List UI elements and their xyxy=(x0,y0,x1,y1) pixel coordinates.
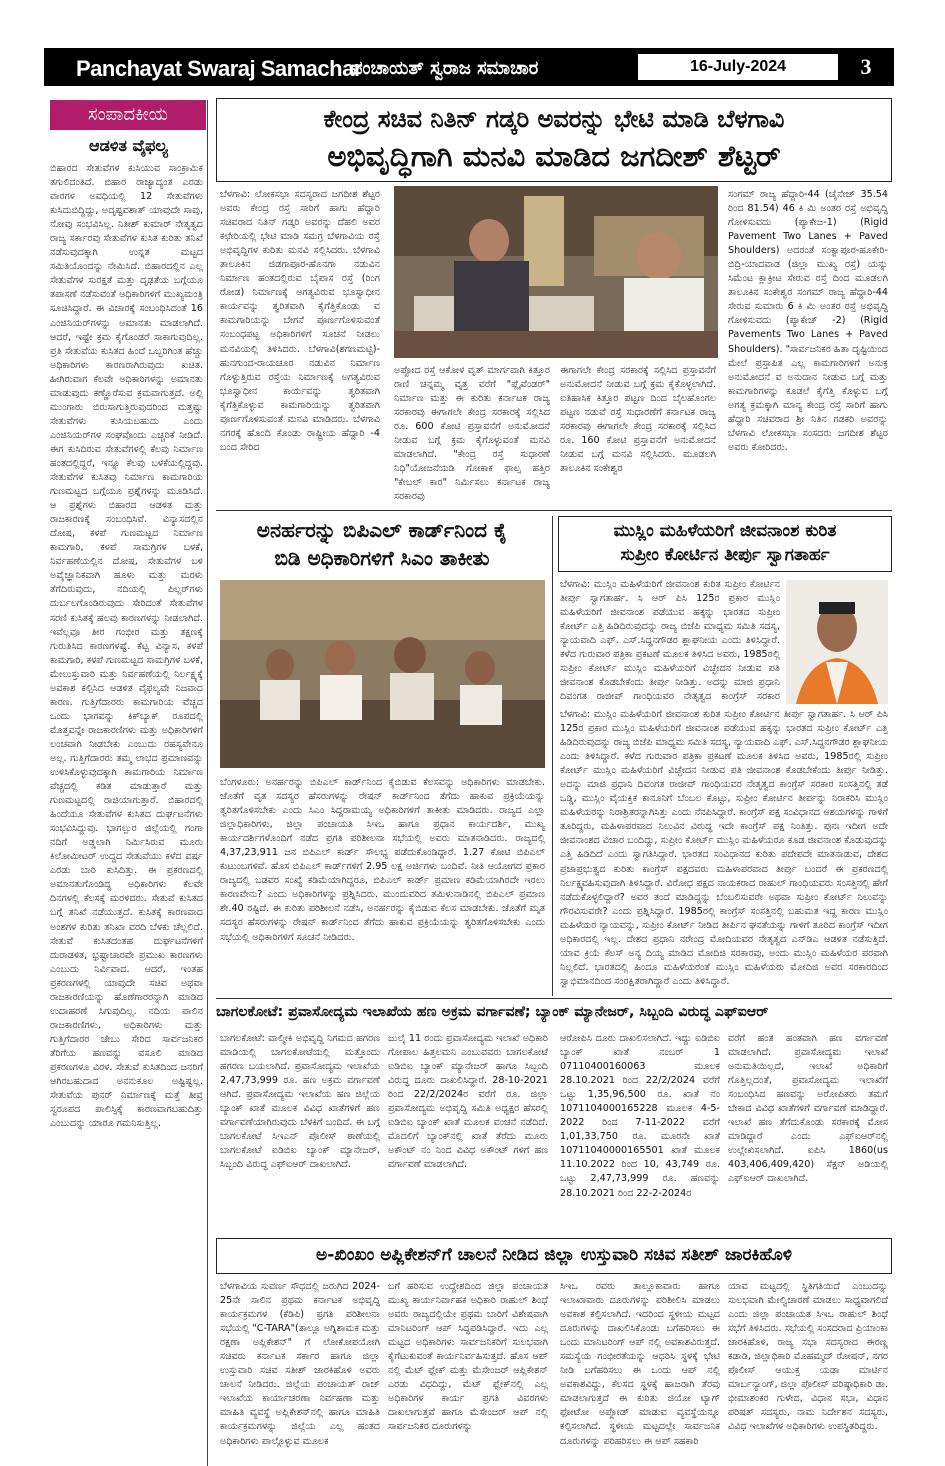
cbm-headline: ಅ-ಖಿಂಖಂ ಅಪ್ಲಿಕೇಶನ್‌ಗೆ ಚಾಲನೆ ನೀಡಿದ ಜಿಲ್ಲಾ ಉಸ್ತುವಾರಿ ಸಚಿವ ಸತೀಶ್ ಜಾರಕಿಹೊಳಿ xyxy=(316,1245,792,1265)
masthead xyxy=(44,48,894,86)
editorial-section-tag: ಸಂಪಾದಕೀಯ xyxy=(50,100,206,130)
editorial-title: ಆಡಳಿತ ವೈಫಲ್ಯ xyxy=(89,136,168,155)
issue-date: 16-July-2024 xyxy=(638,54,838,80)
cbm-headline-box xyxy=(216,1238,892,1274)
cbm-col4: ಯಾವ ಮಟ್ಟದಲ್ಲಿ ಸ್ಥಿತಿಗತಿಯಿದೆ ಎಂಬುದನ್ನು ಸುಲಭವಾಗಿ ಮೇಲ್ವಿಚಾರಣೆ ಮಾಡಲು ಸಾಧ್ಯವಾಗಲಿದೆ ಎಂದು ಜಿಲ್ಲಾ ಪಂಚಾಯತ ಸಿಇಒ ರಾಹುಲ್ ಶಿಂಧೆ ಸಭೆಗೆ ತಿಳಿಸಿದರು. ಸಭೆಯಲ್ಲಿ ಸಂಸದರಾದ ಪ್ರಿಯಾಂಕಾ ಜಾರಕಿಹೊಳಿ, ರಾಜ್ಯ ಸಭಾ ಸದಸ್ಯರಾದ ಈರಣ್ಣ ಕಡಾಡಿ, ಜಿಲ್ಲಾಧಿಕಾರಿ ಮೊಹಮ್ಮದ್ ರೋಷನ್, ನಗರ ಪೊಲೀಸ್ ಆಯುಕ್ತ ಯಡಾ ಮಾರ್ಟಿನ ಮಾರ್ಬನ್ಯಾಂಗ್, ಜಿಲ್ಲಾ ಪೊಲೀಸ್ ವರಿಷ್ಠಾಧಿಕಾರಿ ಡಾ. ಭೀಮಾಶಂಕರ ಗುಳೇದ, ವಿಧಾನ ಸಭಾ, ವಿಧಾನ ಪರಿಷತ್ ಸದಸ್ಯರು, ನಾಮ ನಿರ್ದೇಶನ ಸದಸ್ಯರು, ವಿವಿಧ ಇಲಾಖೆಗಳ ಅಧಿಕಾರಿಗಳು ಉಪಸ್ಥಿತರಿದ್ದರು. xyxy=(728,1281,888,1433)
lead-story-col1: ಬೆಳಗಾವಿ: ಲೋಕಸಭಾ ಸದಸ್ಯರಾದ ಜಗದೀಶ ಶೆಟ್ಟರ ಅವರು ಕೇಂದ್ರ ರಸ್ತೆ ಸಾರಿಗೆ ಹಾಗು ಹೆದ್ದಾರಿ ಸಚಿವರಾದ ನಿತಿನ್ ಗಡ್ಕರಿ ಅವರನ್ನು ದೆಹಲಿ ಅವರ ಕಛೇರಿಯಲ್ಲಿ ಭೇಟಿ ಮಾಡಿ ಸಮಗ್ರ ಬೆಳಗಾವಿಯ ರಸ್ತೆ ಅಭಿವೃದ್ಧಿಗಳ ಕುರಿತು ಮನವಿ ಸಲ್ಲಿಸಿದರು. ಬೆಳಗಾವಿ ತಾಲೂಕಿನ ಜಿಡಗಾಪೂರ-ಹೊನಗಾ ನಡುವಿನ ನಿರ್ಮಾಣ ಹಂತದಲ್ಲಿರುವ ಬೈಪಾಸ ರಸ್ತೆ (ರಿಂಗ ರೋಡ) ನಿರ್ಮಾಣಕ್ಕೆ ಅಗತ್ಯವಿರುವ ಭೂಸ್ವಾಧೀನ ಕಾರ್ಯವನ್ನು ತ್ವರಿತವಾಗಿ ಕೈಗೆತ್ತಿಕೊಂಡು ವ ಕಾಮಗಾರಿಯನ್ನು ಬೇಗನೆ ಪೂರ್ಣಗೊಳಿಸುವಂತೆ ಸಂಬಂಧಪಟ್ಟ ಅಧಿಕಾರಿಗಳಿಗೆ ಸೂಚನೆ ನೀಡಲು ಮನವಿಯಲ್ಲಿ ತಿಳಿಸಿದರು. ಬೆಳಗಾವಿ(ಶಗಣಮಟ್ಟಿ)-ಹುನಗುಂದ-ರಾಯಚೂರ ನಡುವಿನ ನಿರ್ಮಾಣ ಗೊಳ್ಳುತ್ತಿರುವ ರಸ್ತೆಯ ನಿರ್ಮಾಣಕ್ಕೆ ಅಗತ್ಯವಿರುವ ಭೂಸ್ವಾಧೀನ ಕಾರ್ಯವನ್ನು ತ್ವರಿತವಾಗಿ ಕೈಗೆತ್ತಿಕೊಳ್ಳುವ ಕಾಮಗಾರಿಯನ್ನು ತ್ವರಿತವಾಗಿ ಪೂರ್ಣಗೊಳಿಸುವಂತೆ ಮನವಿ ಮಾಡಿದರು. ಬೆಳಗಾವಿ ನಗರಕ್ಕೆ ಹೊಂದಿ ಕೊಂಡು ರಾಷ್ಟ್ರೀಯ ಹೆದ್ದಾರಿ -4 ಬಂದ ಸೇರಿದ xyxy=(220,189,380,453)
bpl-headline-line2: ಬಿಡಿ ಅಧಿಕಾರಿಗಳಿಗೆ ಸಿಎಂ ತಾಕೀತು xyxy=(274,546,490,570)
cm-meeting-photo xyxy=(220,580,545,768)
muslim-story-lead: ಬೆಳಗಾವಿ: ಮುಸ್ಲಿಂ ಮಹಿಳೆಯರಿಗೆ ಜೀವನಾಂಶ ಕುರಿತ ಸುಪ್ರೀಂ ಕೋರ್ಟಿನ ತೀರ್ಪು ಸ್ವಾಗತಾರ್ಹ. ಸಿ ಆರ್ ಪಿಸಿ 125ರ ಪ್ರಕಾರ ಮುಸ್ಲಿಂ ಮಹಿಳೆಯರಿಗೆ ಜೀವನಾಂಶ ಪಡೆಯುವ ಹಕ್ಕನ್ನು ಭಾರತದ ಸುಪ್ರೀಂ ಕೋರ್ಟ್ ಎತ್ತಿ ಹಿಡಿದಿರುವುದನ್ನು ರಾಜ್ಯ ಬಿಜೆಪಿ ಮಾಧ್ಯಮ ಸಮಿತಿ ಸದಸ್ಯ, ನ್ಯಾಯವಾದಿ ಎಫ್. ಎಸ್.ಸಿದ್ದನಗೌಡರ ಶ್ಲಾಘನೀಯ ಎಂದು ತಿಳಿಸಿದ್ದಾರೆ. ಕಳೆದ ಗುರುವಾರ ಪತ್ರಿಕಾ ಪ್ರಕಟಣೆ ಮೂಲಕ ತಿಳಿಸಿದ ಅವರು, 1985ರಲ್ಲಿ ಸುಪ್ರೀಂ ಕೋರ್ಟ್ ಮುಸ್ಲಿಂ ಮಹಿಳೆಯರಿಗೆ ವಿಚ್ಛೇದನ ನೀಡುವ ಪತಿ ಜೀವನಾಂಶ ಕೊಡಬೇಕೆಂದು ತೀರ್ಪು ನೀಡಿತ್ತು. ಅದನ್ನು ಮಾಜಿ ಪ್ರಧಾನಿ ದಿವಂಗತ ರಾಜೀವ್ ಗಾಂಧಿಯವರ ನೇತೃತ್ವದ ಕಾಂಗ್ರೆಸ್ ಸರಕಾರ xyxy=(560,579,780,703)
editorial-column xyxy=(50,100,208,1466)
divider-rule xyxy=(216,998,892,999)
divider-rule xyxy=(216,510,892,511)
lead-headline-line1: ಕೇಂದ್ರ ಸಚಿವ ನಿತಿನ್ ಗಡ್ಕರಿ ಅವರನ್ನು ಭೇಟಿ ಮಾಡಿ ಬೆಳಗಾವಿ xyxy=(323,105,785,133)
lead-story-col2: ಅಪ್ಪೋದ ರಸ್ತೆ ಆಕೋಳ ವೃತ್ ಮಾರ್ಗವಾಗಿ ಕಿತ್ತೂರ ರಾಣಿ ಚನ್ನಮ್ಮ ವೃತ್ತ ವರೆಗೆ "ಪ್ಲೈವೆಂಡರ್" ನಿರ್ಮಾಣ ಮತ್ತು ಈ ಕುರಿತು ಕರ್ನಾಟಕ ರಾಜ್ಯ ಸರಕಾರವು ಈಗಾಗಲೇ ಕೇಂದ್ರ ಸರಕಾರಕ್ಕೆ ಸಲ್ಲಿಸಿದ ರೂ. 600 ಕೋಟಿ ಪ್ರಸ್ತಾವನೆಗೆ ಅನುಮೋದನೆ ನೀಡುವ ಬಗ್ಗೆ ಕ್ರಮ ಕೈಗೊಳ್ಳುವಂತೆ ಮನವಿ ಮಾಡಲಾಗಿದೆ. "ಕೇಂದ್ರ ರಸ್ತೆ ಸುಧಾರಣೆ ನಿಧಿ"ಯೋಜನೆಯಡಿ ಗೋಕಾಕ ಫಾಲ್ಸ ಹತ್ತಿರ "ಕೇಬಲ್ ಕಾರ" ನಿರ್ಮಿಸಲು ಕರ್ನಾಟಕ ರಾಜ್ಯ ಸರಕಾರವು xyxy=(394,365,550,503)
advocate-portrait xyxy=(786,580,888,704)
bpl-headline-line1: ಅನರ್ಹರನ್ನು ಬಿಪಿಎಲ್ ಕಾರ್ಡ್‌ನಿಂದ ಕೈ xyxy=(256,518,508,542)
column-divider xyxy=(552,516,553,996)
cbm-col1: ಬೆಳಗಾವಿಯ ಸುವರ್ಣ ಸೌಧದಲ್ಲಿ ಜರುಗಿದ 2024-25ನೇ ಸಾಲಿನ ಪ್ರಥಮ ಕರ್ನಾಟಕ ಅಭಿವೃದ್ಧಿ ಕಾರ್ಯಕ್ರಮಗಳ (ಕೆಡಿಪಿ) ಪ್ರಗತಿ ಪರಿಶೀಲನಾ ಸಭೆಯಲ್ಲಿ "C-TARA"(ತಾಲ್ಲೂ ಅಗ್ನಿಶಾಮಕ ಮತ್ತು ರಕ್ಷಣಾ ಅಪ್ಲಿಕೇಶನ್" ಗೆ ಲೋಕೋಪಯೋಗಿ ಸಚಿವರು ಕರ್ನಾಟಕ ಸರ್ಕಾರ ಹಾಗೂ ಜಿಲ್ಲಾ ಉಸ್ತುವಾರಿ ಸಚಿವ ಸತೀಶ್ ಜಾರಕಿಹೊಳಿ ಅವರು ಚಾಲನೆ ನೀಡಿದರು. ಜಿಲ್ಲೆಯ ಪಂಚಾಯತ್ ರಾಜ್ ಇಲಾಖೆಯ ಕಾರ್ಯಾಚರಣಾ ನಿರ್ವಹಣಾ ಮತ್ತು ಮಾಹಿತಿ ವ್ಯವಸ್ಥೆ ಅಪ್ಲಿಕೇಶನ್‌ನಲ್ಲಿ ಹಾಗೂ ಮಾಹಿತಿ ಕಾರ್ಯಕ್ರಮಗಳನ್ನು ಜಿಲ್ಲೆಯ ಎಲ್ಲ ಹಂತದ ಅಧಿಕಾರಿಗಳು ಪಾಲ್ಗೊಳ್ಳುವ ಮೂಲಕ xyxy=(220,1281,380,1447)
portrait-photo xyxy=(786,580,888,704)
lead-story-photo xyxy=(394,186,718,358)
muslim-story-body: ಬೆಳಗಾವಿ: ಮುಸ್ಲಿಂ ಮಹಿಳೆಯರಿಗೆ ಜೀವನಾಂಶ ಕುರಿತ ಸುಪ್ರೀಂ ಕೋರ್ಟಿನ ತೀರ್ಪು ಸ್ವಾಗತಾರ್ಹ. ಸಿ ಆರ್ ಪಿಸಿ 125ರ ಪ್ರಕಾರ ಮುಸ್ಲಿಂ ಮಹಿಳೆಯರಿಗೆ ಜೀವನಾಂಶ ಪಡೆಯುವ ಹಕ್ಕನ್ನು ಭಾರತದ ಸುಪ್ರೀಂ ಕೋರ್ಟ್ ಎತ್ತಿ ಹಿಡಿದಿರುವುದನ್ನು ರಾಜ್ಯ ಬಿಜೆಪಿ ಮಾಧ್ಯಮ ಸಮಿತಿ ಸದಸ್ಯ, ನ್ಯಾಯವಾದಿ ಎಫ್. ಎಸ್.ಸಿದ್ದನಗೌಡರ ಶ್ಲಾಘನೀಯ ಎಂದು ತಿಳಿಸಿದ್ದಾರೆ. ಕಳೆದ ಗುರುವಾರ ಪತ್ರಿಕಾ ಪ್ರಕಟಣೆ ಮೂಲಕ ತಿಳಿಸಿದ ಅವರು, 1985ರಲ್ಲಿ ಸುಪ್ರೀಂ ಕೋರ್ಟ್ ಮುಸ್ಲಿಂ ಮಹಿಳೆಯರಿಗೆ ವಿಚ್ಛೇದನ ನೀಡುವ ಪತಿ ಜೀವನಾಂಶ ಕೊಡಬೇಕೆಂದು ತೀರ್ಪು ನೀಡಿತ್ತು. ಅದನ್ನು ಮಾಜಿ ಪ್ರಧಾನಿ ದಿವಂಗತ ರಾಜೀವ್ ಗಾಂಧಿಯವರ ನೇತೃತ್ವದ ಕಾಂಗ್ರೆಸ್ ಸರಕಾರ ಸಂಸತ್ತಿನಲ್ಲಿ ತಡೆ ಒಡ್ಡಿ, ಮುಸ್ಲಿಂ ವೈಯಕ್ತಿಕ ಕಾನೂನಿಗೆ ಬೆಂಬಲ ಕೊಟ್ಟು, ಸುಪ್ರೀಂ ಕೋರ್ಟಿನ ತೀರ್ಪನ್ನು ನಿರಾಕರಿಸಿ ಮುಸ್ಲಿಂ ಮಹಿಳೆಯರನ್ನು ನಿರಾಶ್ರಿತರನ್ನಾಗಿಸಿತ್ತು ಎಂದು ನೆನಪಿಸಿದ್ದಾರೆ. ಕಾಂಗ್ರೆಸ್ ಪಕ್ಷ ಸಂವಿಧಾನದ ಆಶಯಗಳನ್ನು ಗಾಳಿಗೆ ತೂರಿದ್ದರು, ಮಹಿಳಾಪರವಾದ ನಿಲುವಿನ ವಿರುದ್ಧ ಇದೇ ಕಾಂಗ್ರೆಸ್ ಪಕ್ಷ ನಿಂತಿತ್ತು. ಪುನಃ ಇದೀಗ ಅದೇ ಜೀವನಾಂಶದ ವಿಚಾರ ಬಂದಿದ್ದು, ಸುಪ್ರೀಂ ಕೋರ್ಟ್ ಮುಸ್ಲಿಂ ಮಹಿಳೆಯರೂ ಕೂಡ ಜೀವನಾಂಶ ಕೊಡುವುದನ್ನು ಎತ್ತಿ ಹಿಡಿದಿದೆ ಎಂದು ಸ್ವಾಗತಿಸಿದ್ದಾರೆ. ಭಾರತದ ಸಂವಿಧಾನದ ಕುರಿತು ಪದೇಪದೇ ಮಾತನಾಡುವ, ದೇಶದ ಪ್ರಜಾಪ್ರಭುತ್ವದ ಕುರಿತು ಕಾಂಗ್ರೆಸ್ ಪಕ್ಷದವರು ಮಹಿಳಾಪರವಾದ ತೀರ್ಪು ಬಂದರೆ ಈ ಪ್ರಕರಣದಲ್ಲಿ ನಿರ್ಲಕ್ಷ್ಯವಹಿಸುವುದಾಗಿ ತಿಳಿಸಿದ್ದಾರೆ. ವಿರೋಧ ಪಕ್ಷದ ನಾಯಕರಾದ ರಾಹುಲ್ ಗಾಂಧಿಯವರು ಸಂಸತ್ತಿನಲ್ಲಿ ಹೇಗೆ ನಡೆದುಕೊಳ್ಳಲಿದ್ದಾರೆ? ಅವರ ತಂದೆ ಮಾಡಿದ್ದನ್ನು ಬೆಂಬಲಿಸುವರೇ ಅಥವಾ ಸುಪ್ರೀಂ ಕೋರ್ಟ್ ನಿಲುವನ್ನು ಗೌರವಿಸುವರೇ? ಎಂದು ಪ್ರಶ್ನಿಸಿದ್ದಾರೆ. 1985ರಲ್ಲಿ ಕಾಂಗ್ರೆಸ್ ಸಂಸತ್ತಿನಲ್ಲಿ ಬಹುಮತ ಇದ್ದ ಕಾರಣ ಮುಸ್ಲಿಂ ಮಹಿಳೆಯರ ನ್ಯಾಯವನ್ನು, ಸುಪ್ರೀಂ ಕೋರ್ಟ್ ನೀಡಿದ ತೀರ್ಪಿನ ಘನತೆಯನ್ನು ಗಾಳಿಗೆ ತೂರಿದ ಕಾಂಗ್ರೆಸ್ ಇದೀಗ ಅಧಿಕಾರದಲ್ಲಿ ಇಲ್ಲ. ದೇಶದ ಪ್ರಧಾನಿ ನರೇಂದ್ರ ಮೋದಿಯವರ ನೇತೃತ್ವದ ಎನ್‌ಡಿಎ ಆಡಳಿತ ನಡೆಸುತ್ತಿದೆ. ಯಾವ ಕ್ರಿಯೆ ಕೆಲಸ್ ಅನ್ಯ ದಿಯ್ಯ ಮಾಡಿದ ಮೋದಿಜಿ ಸರಕಾರವು, ಅಂದು ಮುಸ್ಲಿಂ ಮಹಿಳೆಯರ ಪರವಾಗಿ ನಿಲ್ಲಲಿದೆ. ಭಾರತದಲ್ಲಿ ಹಿಂದೂ ಮಹಿಳೆಯರಂತೆ ಮುಸ್ಲಿಂ ಮಹಿಳೆಯರು ಮೋದಿಜಿ ಅವರ ಸರಕಾರದಿಂದ ಸ್ವಾಭಿಮಾನದಿಂದ ಸಂರಕ್ಷಿತರಾಗಿದ್ದಾರೆ ಎಂದು ತಿಳಿಸಿದ್ದಾರೆ. xyxy=(560,709,888,987)
muslim-headline-line2: ಸುಪ್ರೀಂ ಕೋರ್ಟಿನ ತೀರ್ಪು ಸ್ವಾಗತಾರ್ಹ xyxy=(620,545,830,565)
bagalkot-headline-box xyxy=(216,1004,892,1030)
lead-headline-line2: ಅಭಿವೃದ್ಧಿಗಾಗಿ ಮನವಿ ಮಾಡಿದ ಜಗದೀಶ್ ಶೆಟ್ಟರ್ xyxy=(327,139,781,173)
lead-headline-box xyxy=(216,98,892,182)
cbm-col3: ಸಿಇಒ ರವರು ತಾಲ್ಲೂಕಾವಾರು ಹಾಗೂ ಇಲಾಖಾವಾರು ದೂರುಗಳನ್ನು ಪರಿಶೀಲಿಸಿ ಮಾಡಲು ಅವಕಾಶ ಕಲ್ಪಿಸಲಾಗಿದೆ. ಇದರಿಂದ ಸ್ಥಳೀಯ ಮಟ್ಟದ ದೂರುಗಳನ್ನು ದಾಖಲಿಸಿಕೊಂಡು ಬಗೆಹರಿಸಲು ಈ ಒಂದು ಮಾನಿಟರಿಂಗ್ ಆಪ್ ನಲ್ಲಿ ಅವಕಾಶವಿರುತ್ತದೆ. ಸಮಸ್ಯೆಯ ಗಂಭೀರತೆಯನ್ನು ಆಧರಿಸಿ ಸ್ಥಳಕ್ಕೆ ಭೇಟಿ ನೀಡಿ ಬಗೆಹರಿಸಲು ಈ ಒಂದು ಆಪ್ ನಲ್ಲಿ ಅವಕಾಶವಿದ್ದು, ಕೆಲಸದ ಸ್ಥಳಕ್ಕೆ ಹಾಜರಾಗಿ ತೆರವು ಮಾಡಲಾಗುತ್ತದೆ ಈ ಕುರಿತು ಜಿಯೋ ಟ್ಯಾಗ್ ಫೋಟೋ ಅಪ್ಲೋಡ್ ಮಾಡುವ ವ್ಯವಸ್ಥೆಯನ್ನೂ ಕಲ್ಪಿಸಲಾಗಿದೆ. ಸ್ಥಳೀಯ ಮಟ್ಟದಲ್ಲೇ ಸಾರ್ವಜನಿಕ ದೂರುಗಳನ್ನು ಪರಿಹರಿಸಲು ಈ ಆಪ್ ಸಹಕಾರಿ xyxy=(560,1281,720,1447)
cbm-col2: ಬಗೆ ಹರಿಸುವ ಉದ್ದೇಶದಿಂದ ಜಿಲ್ಲಾ ಪಂಚಾಯತ ಮುಖ್ಯ ಕಾರ್ಯನಿರ್ವಾಹಕ ಅಧಿಕಾರಿ ರಾಹುಲ್ ಶಿಂಧೆ ಅವರು ರಾಜ್ಯದಲ್ಲಿಯೇ ಪ್ರಥಮ ಬಾರಿಗೆ ವಿಶೇಷವಾಗಿ ಮಾನಿಟರಿಂಗ್ ಆಪ್ ಸಿದ್ಧಪಡಿಸಿದ್ದಾರೆ. ಇದು ಎಲ್ಲ ಮಟ್ಟದ ಅಧಿಕಾರಿಗಳು ಸಾರ್ವಜನಿಕರಿಗೆ ಸುಲಭವಾಗಿ ಕೈಗೆಟುಕುವಂತೆ ಕಾರ್ಯನಿರ್ವಹಿಸುತ್ತದೆ. ಹೊಸ ಆಪ್ ನಲ್ಲಿ ಮೆಟ್ ಫ್ಲೇಕ್ ಮತ್ತು ಮೆಸೇಂಜರ್ ಆಪ್ಲಿಕೇಶನ್ ಎರಡು ವಿಧದಿದ್ದು, ಮೆಟ್ ಫ್ಲೇಕ್‌ನಲ್ಲಿ ಎಲ್ಲ ಅಧಿಕಾರಿಗಳ ಕಾರ್ಯ ಪ್ರಗತಿ ವಿವರಗಳು ದಾಖಲಾಗುತ್ತವೆ ಹಾಗೂ ಮೆಸೇಂಜರ್ ಆಪ್ ನಲ್ಲಿ ಸಾರ್ವಜನಿಕರ ದೂರುಗಳನ್ನು xyxy=(388,1281,548,1433)
meeting-photo-gadkari xyxy=(394,186,718,358)
bagalkot-col1: ಬಾಗಲಕೋಟೆ: ವಾಲ್ಮೀಕಿ ಅಭಿವೃದ್ಧಿ ನಿಗಮದ ಹಗರಣ ಮಾಡಿಯಲ್ಲಿ ಬಾಗಲಕೋಟೆಯಲ್ಲಿ ಮತ್ತೊಂದು ಹಗರಣ ಬಯಲಾಗಿದೆ. ಪ್ರವಾಸೋದ್ಯಮ ಇಲಾಖೆಯ 2,47,73,999 ರೂ. ಹಣ ಅಕ್ರಮ ವರ್ಗಾವಣೆ ಆಗಿದೆ. ಪ್ರವಾಸೋದ್ಯಮ ಇಲಾಖೆಯ ಹಣ ಜಿಲ್ಲೆಯ ಬ್ಯಾಂಕ್ ಖಾತೆ ಮೂಲಕ ವಿವಿಧ ಖಾತೆಗಳಿಗೆ ಹಣ ವರ್ಗಾವಣೆಯಾಗಿರುವುದು ಬೆಳಕಿಗೆ ಬಂದಿದೆ. ಈ ಬಗ್ಗೆ ಬಾಗಲಕೋಟೆ ಸಿಇಎನ್ ಪೊಲೀಸ್ ಠಾಣೆಯಲ್ಲಿ ಬಾಗಲಕೋಟೆ ಐಡಿಬಿಐ ಬ್ಯಾಂಕ್ ಮ್ಯಾನೇಜರ್, ಸಿಬ್ಬಂದಿ ವಿರುದ್ಧ ಎಫ್ಐಆರ್ ದಾಖಲಾಗಿದೆ. xyxy=(220,1033,380,1171)
muslim-headline-line1: ಮುಸ್ಲಿಂ ಮಹಿಳೆಯರಿಗೆ ಜೀವನಾಂಶ ಕುರಿತ xyxy=(613,521,837,541)
bpl-headline-box xyxy=(216,516,548,574)
paper-name-english: Panchayat Swaraj Samachar xyxy=(76,56,362,81)
bpl-story-photo xyxy=(220,580,545,768)
bagalkot-col2: ಜುಲೈ 11 ರಂದು ಪ್ರವಾಸೋದ್ಯಮ ಇಲಾಖೆ ಅಧಿಕಾರಿ ಗೋಪಾಲ ಹಿತ್ತಲಮನಿ ಎಂಬುವವರು ಬಾಗಲಕೋಟೆ ಐಡಿಬಿಐ ಬ್ಯಾಂಕ್ ಮ್ಯಾನೇಜರ್ ಹಾಗೂ ಸಿಬ್ಬಂದಿ ವಿರುದ್ಧ ದೂರು ದಾಖಲಿಸಿದ್ದಾರೆ. 28-10-2021 ರಿಂದ 22/2/2024ರ ವರೆಗೆ ರೂ. ಜಿಲ್ಲಾ ಪ್ರವಾಸೋದ್ಯಮ ಅಭಿವೃದ್ಧಿ ಸಮಿತಿ ಅಧ್ಯಕ್ಷರ ಹೆಸರಲ್ಲಿ ಐಡಿಬಿಐ ಬ್ಯಾಂಕ್ ಖಾತೆ ಮೂಲಕ ವಂಚನೆ ನಡೆದಿದೆ. ಮೊದಲಿಗೆ ಬ್ಯಾಂಕ್‌ನಲ್ಲಿ ಖಾತೆ ತೆರೆದು ಮೂರು ಅಕೌಂಟ್ ನಂ ನಿಂದ ವಿವಿಧ ಅಕೌಂಟ್ ಗಳಿಗೆ ಹಣ ವರ್ಗಾವಣೆ ಮಾಡಲಾಗಿದೆ. xyxy=(388,1033,548,1171)
bagalkot-headline: ಬಾಗಲಕೋಟೆ: ಪ್ರವಾಸೋದ್ಯಮ ಇಲಾಖೆಯ ಹಣ ಅಕ್ರಮ ವರ್ಗಾವಣೆ; ಬ್ಯಾಂಕ್ ಮ್ಯಾನೇಜರ್, ಸಿಬ್ಬಂದಿ ವಿರುದ್ಧ ಎಫ್ಐಆರ್ xyxy=(216,1004,769,1020)
paper-name-kannada: ಪಂಚಾಯತ್ ಸ್ವರಾಜ ಸಮಾಚಾರ xyxy=(351,58,539,79)
bagalkot-col3: ಆರೋಪಿಸಿ ದೂರು ದಾಖಲಿಸಲಾಗಿದೆ. ಇದ್ದು ಐಡಿಬಿಐ ಬ್ಯಾಂಕ್ ಖಾತೆ ನಂಬರ್ 1 07110400160063 ಮೂಲಕ 28.10.2021 ರಿಂದ 22/2/2024 ವರೆಗೆ ಒಟ್ಟು 1,35,96,500 ರೂ. ಖಾತೆ ನಂ 1071104000165228 ಮೂಲಕ 4-5-2022 ರಿಂದ 7-11-2022 ವರೆಗೆ 1,01,33,750 ರೂ. ಮೂರನೇ ಖಾತೆ 10711040000165501 ಖಾತೆ ಮೂಲಕ 11.10.2022 ರಿಂದ 10, 43,749 ರೂ. ಒಟ್ಟು 2,47,73,999 ರೂ. ಹಣವನ್ನು 28.10.2021 ರಿಂದ 22-2-2024ರ xyxy=(560,1033,720,1199)
lead-story-col4: ಸಂಗಮ್ ರಾಜ್ಯ ಹೆದ್ದಾರಿ-44 (ಚೈನೇಜ್ 35.54 ರಿಂದ 81.54) 46 ಕಿ ಮಿ ಅಂತರ ರಸ್ತೆ ಅಭಿವೃದ್ಧಿ ಗೋಳಿಸುವದು (ಪ್ಯಾಕೇಜ-1) (Rigid Pavement Two Lanes + Paved Shoulders) ಅದರಂತೆ ಸಂಕ್ವಾಪೂರ-ಹೂಕೇರಿ-ಬಿದ್ರಿ-ಯಾದವಾಡ (ಜಿಲ್ಲಾ ಮುಖ್ಯ ರಸ್ತೆ) ಯನ್ನು ಸಿಮೆಂಟ ಕ್ಲಾಕ್ರೀಟ ಸೇರುವ ರಸ್ತೆ ದಿಂದ ಮೂಡಲಗಿ ತಾಲೂಕಿನ ಸಂಕೇಶ್ವರ ಸಂಗಮ್ ರಾಜ್ಯ ಹೆದ್ದಾರಿ-44 ಸೇರುವ ಸುಮಾರು 6 ಕಿ ಮಿ ಅಂತರ ರಸ್ತೆ ಅಭಿವೃದ್ಧಿ ಗೋಳಿಸುವದು (ಪ್ಯಾಕೇಜ್ -2) (Rigid Pavements Two Lanes + Paved Shoulders). "ಸಾರ್ವಜನಿಕರ ಹಿತಾ ದೃಷ್ಟಿಯಿಂದ ಮೇಲೆ ಪ್ರಸ್ತಾಪಿತ ಎಲ್ಲ ಕಾಮಗಾರಿಗಳಿಗೆ ಅನುಕ್ರ ಅನುಮೋದನೆ ವ ಅನುದಾನ ನೀಡುವ ಬಗ್ಗೆ ಮತ್ತು ಕಾಮಗಾರಿಗಳನ್ನು ಕೂಡಲೆ ಕೈಗೆತ್ತಿ ಕೊಳ್ಳುವ ಬಗ್ಗೆ ಅಗತ್ಯ ಕ್ರಮಕ್ಕಾಗಿ ಮಾನ್ಯ ಕೇಂದ್ರ ರಸ್ತೆ ಸಾರಿಗೆ ಹಾಗು ಹೆದ್ದಾರಿ ಸಚಿವರಾದ ಶ್ರೀ ನಿತಿನ ಗಡಕರಿ ಅವರನ್ನು ಬೆಳಗಾವಿ ಲೋಕಸಭಾ ಸಂಸದರು ಜಗದೀಶ ಶೆಟ್ಟರ ಅವರು ಕೋರಿದರು. xyxy=(728,189,888,453)
bpl-story-body: ಬೆಂಗಳೂರು: ಅನರ್ಹರನ್ನು ಬಿಪಿಎಲ್ ಕಾರ್ಡ್‌ನಿಂದ ಕೈಬಿಡುವ ಕೆಲಸವನ್ನು ಅಧಿಕಾರಿಗಳು ಮಾಡಬೇಕು. ಜೊತೆಗೆ ವೃತ ಸದಸ್ಯರ ಹೆಸರುಗಳನ್ನು ರೇಷನ್ ಕಾರ್ಡ್‌ನಿಂದ ತೆಗೆದು ಹಾಕುವ ಪ್ರಕ್ರಿಯೆಯನ್ನು ತ್ವರಿತಗೊಳಿಸಬೇಕು ಎಂದು ಸಿಎಂ ಸಿದ್ದರಾಮಯ್ಯ ಅಧಿಕಾರಿಗಳಿಗೆ ತಾಕೀತು ಮಾಡಿದರು. ರಾಜ್ಯದ ಎಲ್ಲಾ ಜಿಲ್ಲಾಧಿಕಾರಿಗಳು, ಜಿಲ್ಲಾ ಪಂಚಾಯತಿ ಸಿಇಒ ಹಾಗೂ ಪ್ರಧಾನ ಕಾರ್ಯದರ್ಶಿ, ಮುಖ್ಯ ಕಾರ್ಯದರ್ಶಿಗಳೊಂದಿಗೆ ನಡೆದ ಪ್ರಗತಿ ಪರಿಶೀಲನಾ ಸಭೆಯಲ್ಲಿ ಅವರು ಮಾತನಾಡಿದರು. ರಾಜ್ಯದಲ್ಲಿ 4,37,23,911 ಜನ ಬಿಪಿಎಲ್ ಕಾರ್ಡ್ ಸೌಲಭ್ಯ ಪಡೆದುಕೊಂಡಿದ್ದಾರೆ. 1.27 ಕೋಟಿ ಬಿಪಿಎಲ್ ಕುಟುಂಬಗಳಿವೆ. ಹೊಸ ಬಿಪಿಎಲ್ ಕಾರ್ಡ್‌ಗಳಿಗೆ 2.95 ಲಕ್ಷ ಅರ್ಜಿಗಳು ಬಂದಿವೆ. ನೀತಿ ಆಯೋಗದ ಪ್ರಕಾರ ರಾಜ್ಯದಲ್ಲಿ ಬಡವರ ಸಂಖ್ಯೆ ಕಡಿಮೆಯಾಗಿದ್ದರೂ, ಬಿಪಿಎಲ್ ಕಾರ್ಡ್ ಪ್ರಮಾಣ ಕಡಿಮೆಯಾಗಿರದೇ ಇರಲು ಕಾರಣವೇನು? ಎಂದು ಅಧಿಕಾರಿಗಳನ್ನು ಪ್ರಶ್ನಿಸಿದರು. ಮುಂದುವರಿದ ತಮಿಳುನಾಡಿನಲ್ಲಿ ಬಿಪಿಎಲ್ ಪ್ರಮಾಣ ಶೇ.40 ರಷ್ಟಿದೆ. ಈ ಕುರಿತು ಪರಿಶೀಲನೆ ನಡೆಸಿ, ಅನರ್ಹರನ್ನು ಕೈಬಿಡುವ ಕೆಲಸ ಮಾಡಬೇಕು. ಜೊತೆಗೆ ಮೃತ ಸದಸ್ಯರ ಹೆಸರುಗಳನ್ನು ರೇಷನ್ ಕಾರ್ಡ್‌ನಿಂದ ತೆಗೆದು ಹಾಕುವ ಪ್ರಕ್ರಿಯೆಯನ್ನು ತ್ವರಿತಗೊಳಿಸಬೇಕು ಎಂದು ಸಭೆಯಲ್ಲಿ ಅಧಿಕಾರಿಗಳಿಗೆ ಸೂಚನೆ ನೀಡಿದರು. xyxy=(220,777,545,943)
lead-story-col3: ಈಗಾಗಲೇ ಕೇಂದ್ರ ಸರಕಾರಕ್ಕೆ ಸಲ್ಲಿಸಿದ ಪ್ರಸ್ತಾವನೆಗೆ ಅನುಮೋದನೆ ನೀಡುವ ಬಗ್ಗೆ ಕ್ರಮ ಕೈಕೊಳ್ಳಲಾಗಿದೆ. ಐತಿಹಾಸಿಕ ಕಿತ್ತೂರ ಪಟ್ಟಣ ದಿಂದ ಬೈಲಹೊಂಗಲ ಪಟ್ಟಣ ನಡುವೆ ರಸ್ತೆ ಸುಧಾರಣೆಗೆ ಕರ್ನಾಟಕ ರಾಜ್ಯ ಸರಕಾರವು ಈಗಾಗಲೇ ಕೇಂದ್ರ ಸರಕಾರಕ್ಕೆ ಸಲ್ಲಿಸಿದ ರೂ. 160 ಕೋಟಿ ಪ್ರಸ್ತಾವನೆಗೆ ಅನುಮೋದನೆ ನೀಡುವ ಬಗ್ಗೆ ಮನವಿ ಸಲ್ಲಿಸಿದರು. ಮೂಡಲಗಿ ತಾಲೂಕಿನ ಸಂಕೇಶ್ವರ xyxy=(560,365,716,475)
muslim-headline-box xyxy=(558,516,892,572)
bagalkot-col4: ವರೆಗೆ ಹಂತ ಹಂತವಾಗಿ ಹಣ ವರ್ಗಾವಣೆ ಮಾಡಲಾಗಿದೆ. ಪ್ರವಾಸೋದ್ಯಮ ಇಲಾಖೆ ಅನುಮತಿಯಿಲ್ಲದೆ, ಇಲಾಖೆ ಅಧಿಕಾರಿಗೆ ಗೊತ್ತಿಲ್ಲದಂತೆ, ಪ್ರವಾಸೋದ್ಯಮ ಇಲಾಖೆಗೆ ಸಂಬಂಧಿಸಿದ ಹಣವನ್ನು ಅರೋಪಿತರು ತಮಗೆ ಬೇಕಾದ ವಿವಿಧ ಖಾತೆಗಳಿಗೆ ವರ್ಗಾವಣೆ ಮಾಡಿದ್ದಾರೆ. ಇಲಾಖೆ ಹಣ ತೆಗೆದುಕೊಂಡು ಸರಕಾರಕ್ಕೆ ಮೋಸ ಮಾಡಿದ್ದಾರೆ ಎಂದು ಎಫ್ಐಆರ್‌ನಲ್ಲಿ ಉಲ್ಲೇಖಿಸಲಾಗಿದೆ. ಐಪಿಸಿ 1860(us 403,406,409,420) ಸೆಕ್ಷನ್ ಅಡಿಯಲ್ಲಿ ಎಫ್ಐಆರ್ ದಾಖಲಾಗಿದೆ. xyxy=(728,1033,888,1185)
page-number: 3 xyxy=(860,54,872,79)
editorial-body: ಬಿಹಾರದ ಸೇತುವೆಗಳ ಕುಸಿಯುವ ಸಾಂಕ್ರಾಮಿಕ ತಗುಲಿದಂತಿದೆ. ಬಿಹಾರ ರಾಜ್ಯಾದ್ಯಂತ ಎರಡು ವಾರಗಳ ಅವಧಿಯಲ್ಲಿ 12 ಸೇತುವೆಗಳು ಕುಸಿದುಬಿದ್ದಿದ್ದು, ಅದೃಷ್ಟವಶಾತ್ ಯಾವುದೇ ಸಾವು, ನೋವು ಸಂಭವಿಸಿಲ್ಲ. ನಿತೀಶ್ ಕುಮಾರ್ ನೇತೃತ್ವದ ರಾಜ್ಯ ಸರ್ಕಾರವು ಸೇತುವೆಗಳ ಕುಸಿತ ಕುರಿತು ತನಿಖೆ ನಡೆಸುವುದಕ್ಕಾಗಿ ಉನ್ನತ ಮಟ್ಟದ ಸಮಿತಿಯೊಂದನ್ನು ನೇಮಿಸಿದೆ. ಬಿಹಾರದಲ್ಲಿನ ಎಲ್ಲ ಸೇತುವೆಗಳ ಸುರಕ್ಷತೆ ಮತ್ತು ದೃಢತೆಯ ಬಗ್ಗೆಯೂ ತಪಾಸಣೆ ನಡೆಸುವಂತೆ ಅಧಿಕಾರಿಗಳಿಗೆ ಮುಖ್ಯಮಂತ್ರಿ ಸೂಚಿಸಿದ್ದಾರೆ. ಈ ವಿಚಾರಕ್ಕೆ ಸಂಬಂಧಿಸಿದಂತೆ 16 ಎಂಜಿನಿಯರ್‌ಗಳನ್ನು ಅಮಾನತು ಮಾಡಲಾಗಿದೆ. ಆದರೆ, ಇಷ್ಟೇ ಕ್ರಮ ಕೈಗೊಂಡರೆ ಸಾಕಾಗುವುದಿಲ್ಲ. ಪ್ರತಿ ಸೇತುವೆಯ ಕುಸಿತದ ಹಿಂದೆ ಒಬ್ಬರಿಗಿಂತ ಹೆಚ್ಚು ಅಧಿಕಾರಿಗಳು ಕಾರಣರಾಗಿರುವುದು ಖಚಿತ. ಹೀಗಿರುವಾಗ ಕೆಲವೇ ಅಧಿಕಾರಿಗಳನ್ನು ಅಮಾನತು ಮಾಡುವುದು ಕಣ್ಣೊರೆಸುವ ಕ್ರಮವಾಗುತ್ತದೆ. ಅಲ್ಲಿ ಮುಂಗಾರು ಬಿರುಸಾಗುತ್ತಿರುವುದರಿಂದ ಮತ್ತಷ್ಟು ಸೇತುವೆಗಳು ಕುಸಿಯಬಹುದು ಎಂದು ಎಂಜಿನಿಯರ್‌ಗಳ ಸಂಘವೊಂದು ಎಚ್ಚರಿಕೆ ನೀಡಿದೆ. ಈಗ ಕುಸಿದಿರುವ ಸೇತುವೆಗಳಲ್ಲಿ ಕೆಲವು ನಿರ್ಮಾಣ ಹಂತದಲ್ಲಿದ್ದರೆ, ಇನ್ನೂ ಕೆಲವು ಬಳಕೆಯಲ್ಲಿದ್ದವು. ಸೇತುವೆಗಳ ಕುಸಿತವು ನಿರ್ಮಾಣ ಕಾಮಗಾರಿಯ ಗುಣಮಟ್ಟದ ಬಗ್ಗೆಯೂ ಪ್ರಶ್ನೆಗಳನ್ನು ಮೂಡಿಸಿದೆ. ಆ ಪ್ರಶ್ನೆಗಳು ಬಿಹಾರದ ಆಡಳಿತ ಮತ್ತು ರಾಜಕಾರಣಕ್ಕೆ ಸಂಬಂಧಿಸಿವೆ. ವಿನ್ಯಾಸದಲ್ಲಿನ ದೋಷ, ಕಳಪೆ ಗುಣಮಟ್ಟದ ನಿರ್ಮಾಣ ಕಾಮಗಾರಿ, ಕಳಪೆ ಸಾಮಗ್ರಿಗಳ ಬಳಕೆ, ನಿರ್ವಹಣೆಯಲ್ಲಿನ ದೋಷ, ಸೇತುವೆಗಳ ಬಳಿ ಅವೈಜ್ಞಾನಿಕವಾಗಿ ಹೂಳು ಮತ್ತು ಮರಳು ತೆಗೆದಿರುವುದು, ನದಿಯಲ್ಲಿ ಪಿಲ್ಲರ್‌ಗಳು ದುರ್ಬಲಗೊಂಡಿರುವುದು ಸೇರಿದಂತೆ ಸೇತುವೆಗಳ ಸರಣಿ ಕುಸಿತಕ್ಕೆ ಹಲವು ಕಾರಣಗಳನ್ನು ನೀಡಲಾಗಿದೆ. ಇವೆಲ್ಲವೂ ತೀರ ಗಂಭೀರ ಮತ್ತು ತಕ್ಷಣಕ್ಕೆ ಗುರುತಿಸಿದ ಕಾರಣಗಳಷ್ಟೆ. ಕೆಟ್ಟ ವಿನ್ಯಾಸ, ಕಳಪೆ ಕಾಮಗಾರಿ, ಕಳಪೆ ಗುಣಮಟ್ಟದ ಸಾಮಗ್ರಿಗಳ ಬಳಕೆ, ಮೇಲುಸ್ತುವಾರಿ ಮತ್ತು ನಿರ್ವಹಣೆಯಲ್ಲಿ ನಿರ್ಲಕ್ಷ್ಯಕ್ಕೆ ಅವಕಾಶ ಕಲ್ಪಿಸಿದ ಆಡಳಿತ ವೈಫಲ್ಯವೇ ನಿಜವಾದ ಕಾರಣ. ಗುತ್ತಿಗೆದಾರರು ಕಾಮಗಾರಿಯ ವೆಚ್ಚದ ಒಂದು ಭಾಗವನ್ನು ಕಿಕ್‌ಬ್ಯಾಕ್ ರೂಪದಲ್ಲಿ ಮೊತ್ತವನ್ನೇ ರಾಜಕಾರಣಿಗಳು ಮತ್ತು ಅಧಿಕಾರಿಗಳಿಗೆ ಲಂಚವಾಗಿ ನೀಡಬೇಕು ಎಂಬುದು ರಹಸ್ಯವೇನೂ ಅಲ್ಲ. ಗುತ್ತಿಗೆದಾರರು ತಮ್ಮ ಲಾಭದ ಪ್ರಮಾಣವನ್ನು ಉಳಿಸಿಕೊಳ್ಳುವುದಕ್ಕಾಗಿ ಕಾಮಗಾರಿಯ ನಿರ್ಮಾಣ ವೆಚ್ಚದಲ್ಲಿ ಕಡಿತ ಮಾಡುತ್ತಾರೆ ಮತ್ತು ಗುಣಮಟ್ಟದಲ್ಲಿ ರಾಜಿಯಾಗುತ್ತಾರೆ. ಬಿಹಾರದಲ್ಲಿ ಹಿಂದೆಯೂ ಸೇತುವೆಗಳ ಕುಸಿತದ ದುರ್ಘಟನೆಗಳು ಸಂಭವಿಸಿದ್ದುವು. ಭಾಗಲ್ಪುರ ಜಿಲ್ಲೆಯಲ್ಲಿ ಗಂಗಾ ನದಿಗೆ ಅಡ್ಡಲಾಗಿ ನಿರ್ಮಿಸಿರುವ ಮೂರು ಕಿಲೋಮೀಟರ್ ಉದ್ದದ ಸೇತುವೆಯು ಕಳೆದ ವರ್ಷ ಎರಡು ಬಾರಿ ಕುಸಿದಿತ್ತು. ಈ ಪ್ರಕರಣದಲ್ಲಿ ಅಮಾನತುಗೊಂಡಿದ್ದ ಅಧಿಕಾರಿಗಳು ಕೆಲವೇ ದಿನಗಳಲ್ಲಿ ಕೆಲಸಕ್ಕೆ ಮರಳಿದರು. ಸೇತುವೆ ಕುಸಿತದ ಬಗ್ಗೆ ತನಿಖೆ ನಡೆಯುತ್ತದೆ. ಕುಸಿತಕ್ಕೆ ಕಾರಣವಾದ ಅಂಶಗಳ ಕುರಿತು ತನಿಖಾ ವರದಿ ಬೆಳಕು ಚೆಲ್ಲಲಿದೆ. ಸೇತುವೆ ಕುಸಿತದಂತಹ ದುರ್ಘಟನೆಗಳಿಗೆ ದುರಾಡಳಿತ, ಭ್ರಷ್ಟಾಚಾರವೇ ಪ್ರಮುಖ ಕಾರಣಗಳು ಎಂಬುದು ನಿರ್ವಿವಾದ. ಆದರೆ, ಇಂತಹ ಪ್ರಕರಣಗಳಲ್ಲಿ ಯಾವುದೇ ಸಚಿವ ಅಥವಾ ರಾಜಕಾರಣಿಯನ್ನು ಹೊಣೆಗಾರರನ್ನಾಗಿ ಮಾಡಿದ ಉದಾಹರಣೆ ಸಿಗುವುದಿಲ್ಲ. ನದಿಯ ಪಾಲಿನ ರಾಜಕಾರಣಿಗಳು, ಅಧಿಕಾರಿಗಳು ಮತ್ತು ಗುತ್ತಿಗೆದಾರರ ಜೇಬು ಸೇರಿದ ಸಾರ್ವಜನಿಕರ ತೆರಿಗೆಯ ಹಣವನ್ನು ವಸೂಲಿ ಮಾಡಿದ ಪ್ರಕರಣಗಳೂ ವಿರಳ. ಸೇತುವೆ ಕುಸಿತದಿಂದ ಜನರಿಗೆ ಆಗಿರಬಹುದಾದ ಅನನುಕೂಲ ಅಷ್ಟಿಷ್ಟಲ್ಲ. ಸೇತುವೆಯ ಪುನರ್ ನಿರ್ಮಾಣಕ್ಕೆ ಮತ್ತೆ ತೀವ್ರ ಸ್ವರೂಪದ ಪಾಲಿಸ್ಸಿಕ್ಕೆ ಕಾರಣವಾಗಬಹುದಿತ್ತು ಎಂಬುದನ್ನು ಯಾರೂ ಗಮನಿಸುತ್ತಿಲ್ಲ. xyxy=(50,163,203,1130)
